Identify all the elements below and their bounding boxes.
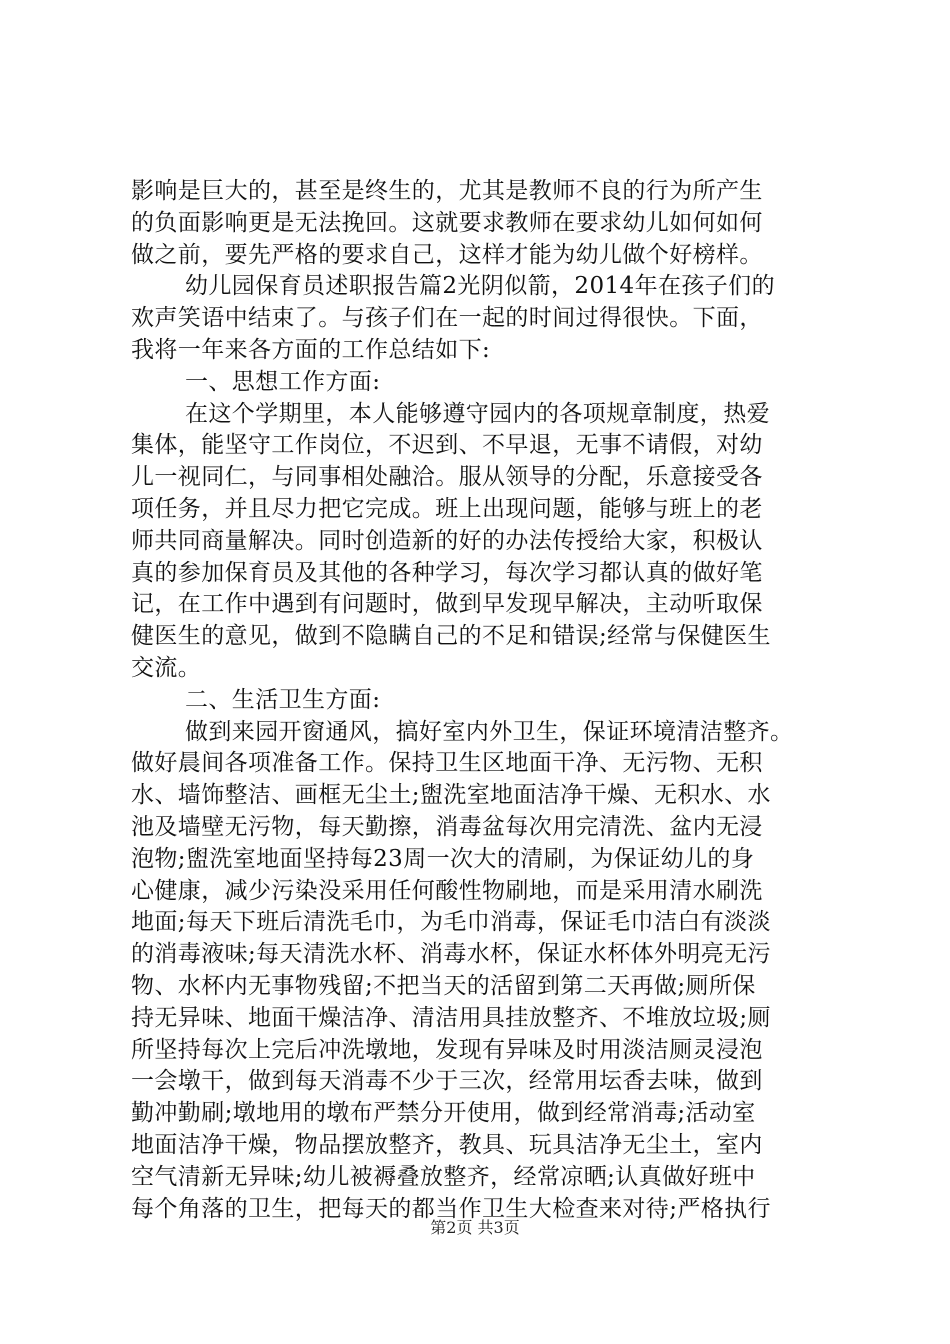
text-line: 心健康，减少污染没采用任何酸性物刷地，而是采用清水刷洗 [131, 877, 763, 904]
text-line: 在这个学期里，本人能够遵守园内的各项规章制度，热爱 [185, 400, 770, 427]
text-line: 我将一年来各方面的工作总结如下: [131, 336, 491, 363]
text-line: 师共同商量解决。同时创造新的好的办法传授给大家，积极认 [131, 527, 763, 554]
document-body [131, 176, 843, 1225]
text-line: 勤冲勤刷;墩地用的墩布严禁分开使用，做到经常消毒;活动室 [131, 1100, 756, 1127]
text-line: 做好晨间各项准备工作。保持卫生区地面干净、无污物、无积 [131, 750, 763, 777]
text-line: 儿一视同仁，与同事相处融洽。服从领导的分配，乐意接受各 [131, 464, 763, 491]
text-line: 的消毒液味;每天清洗水杯、消毒水杯，保证水杯体外明亮无污 [131, 941, 771, 968]
text-line: 持无异味、地面干燥洁净、清洁用具挂放整齐、不堆放垃圾;厕 [131, 1004, 771, 1031]
text-line: 做到来园开窗通风，搞好室内外卫生，保证环境清洁整齐。 [185, 718, 794, 745]
text-line: 所坚持每次上完后冲洗墩地，发现有异味及时用淡洁厕灵浸泡 [131, 1036, 763, 1063]
text-line: 每个角落的卫生，把每天的都当作卫生大检查来对待;严格执行 [131, 1195, 771, 1222]
text-line: 影响是巨大的，甚至是终生的，尤其是教师不良的行为所产生 [131, 178, 763, 204]
text-line: 健医生的意见，做到不隐瞒自己的不足和错误;经常与保健医生 [131, 623, 771, 650]
text-line: 二、生活卫生方面: [185, 686, 381, 713]
text-line: 真的参加保育员及其他的各种学习，每次学习都认真的做好笔 [131, 559, 763, 586]
text-line: 记，在工作中遇到有问题时，做到早发现早解决，主动听取保 [131, 591, 763, 618]
text-line: 一、思想工作方面: [185, 368, 381, 395]
text-line: 水、墙饰整洁、画框无尘土;盥洗室地面洁净干燥、无积水、水 [131, 782, 771, 809]
text-line: 一会墩干，做到每天消毒不少于三次，经常用坛香去味，做到 [131, 1068, 763, 1095]
text-line: 项任务，并且尽力把它完成。班上出现问题，能够与班上的老 [131, 495, 763, 522]
text-line: 幼儿园保育员述职报告篇2光阴似箭，2014年在孩子们的 [185, 273, 775, 300]
text-line: 的负面影响更是无法挽回。这就要求教师在要求幼儿如何如何 [131, 209, 763, 236]
text-line: 地面洁净干燥，物品摆放整齐，教具、玩具洁净无尘土，室内 [131, 1131, 763, 1158]
text-line: 物、水杯内无事物残留;不把当天的活留到第二天再做;厕所保 [131, 972, 756, 999]
text-line: 空气清新无异味;幼儿被褥叠放整齐，经常凉晒;认真做好班中 [131, 1163, 756, 1190]
text-line: 池及墙壁无污物，每天勤擦，消毒盆每次用完清洗、盆内无浸 [131, 813, 763, 840]
text-line: 交流。 [131, 654, 202, 681]
text-line: 集体，能坚守工作岗位，不迟到、不早退，无事不请假，对幼 [131, 432, 763, 459]
page-footer: 第2页 共3页 [430, 1218, 520, 1237]
text-line: 泡物;盥洗室地面坚持每23周一次大的清刷，为保证幼儿的身 [131, 845, 755, 872]
text-line: 地面;每天下班后清洗毛巾，为毛巾消毒，保证毛巾洁白有淡淡 [131, 909, 771, 936]
text-line: 欢声笑语中结束了。与孩子们在一起的时间过得很快。下面， [131, 305, 763, 332]
text-line: 做之前，要先严格的要求自己，这样才能为幼儿做个好榜样。 [131, 241, 763, 268]
